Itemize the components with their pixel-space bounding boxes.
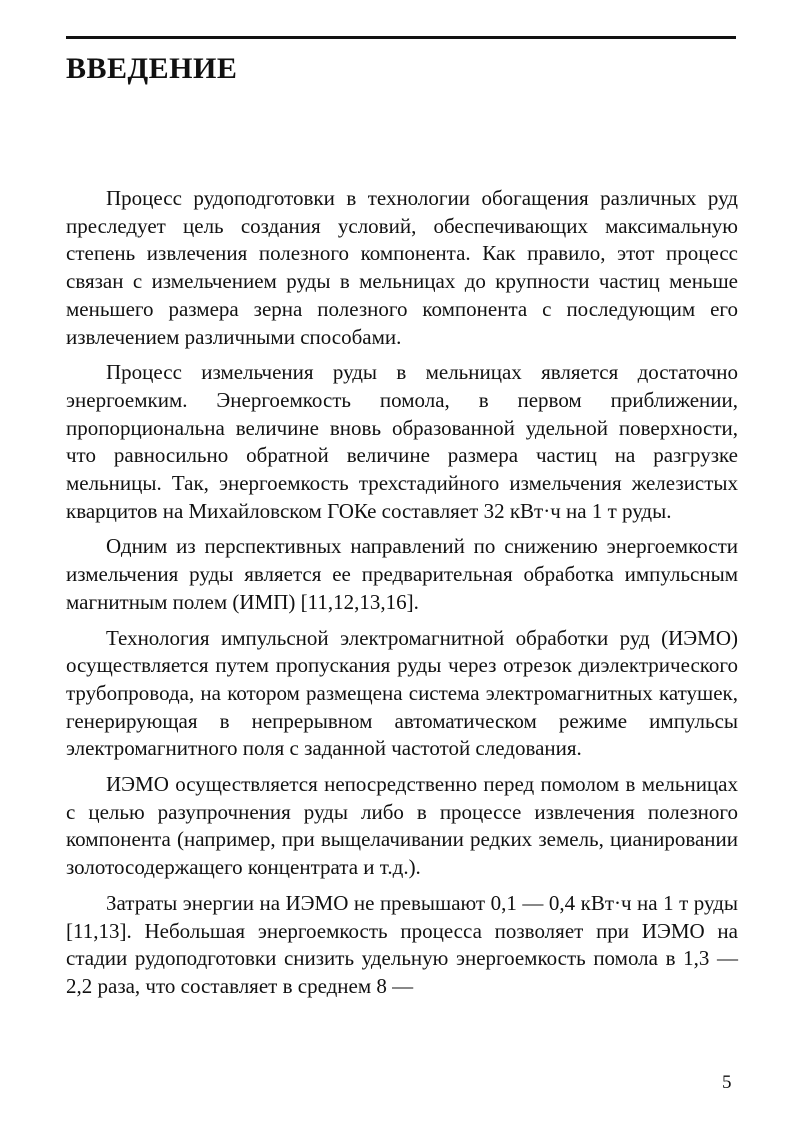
paragraph-5: ИЭМО осуществляется непосредственно перед помолом в мельницах с целью разупрочнения руды либо в процессе извлечения полезного компонента (например, при выщелачивании редких земель, цианировании золотосодержащего концентрата и т.д.). — [66, 772, 738, 880]
chapter-heading: ВВЕДЕНИЕ — [66, 52, 238, 85]
paragraph-3: Одним из перспективных направлений по снижению энергоемкости измельчения руды является ее предварительная обработка импульсным магнитным полем (ИМП) [11,12,13,16]. — [66, 534, 738, 614]
paragraph-2: Процесс измельчения руды в мельницах является достаточно энергоемким. Энергоемкость помола, в первом приближении, пропорциональна величине вновь образованной удельной поверхности, что равносильно обратной величине размера частиц на разгрузке мельницы. Так, энергоемкость трехстадийного измельчения железистых кварцитов на Михайловском ГОКе составляет 32 кВт·ч на 1 т руды. — [66, 360, 738, 523]
paragraph-4: Технология импульсной электромагнитной обработки руд (ИЭМО) осуществляется путем пропускания руды через отрезок диэлектрического трубопровода, на котором размещена система электромагнитных катушек, генерирующая в непрерывном автоматическом режиме импульсы электромагнитного поля с заданной частотой следования. — [66, 625, 738, 761]
top-rule — [66, 36, 736, 39]
paragraph-1: Процесс рудоподготовки в технологии обогащения различных руд преследует цель создания условий, обеспечивающих максимальную степень извлечения полезного компонента. Как правило, этот процесс связан с измельчением руды в мельницах до крупности частиц меньше меньшего размера зерна полезного компонента с последующим его извлечением различными способами. — [66, 186, 738, 349]
paragraph-6: Затраты энергии на ИЭМО не превышают 0,1 — 0,4 кВт·ч на 1 т руды [11,13]. Небольшая энергоемкость процесса позволяет при ИЭМО на стадии рудоподготовки снизить удельную энергоемкость помола в 1,3 — 2,2 раза, что составляет в среднем 8 — — [66, 890, 738, 998]
page-number: 5 — [722, 1072, 732, 1093]
body-text — [66, 185, 738, 1009]
